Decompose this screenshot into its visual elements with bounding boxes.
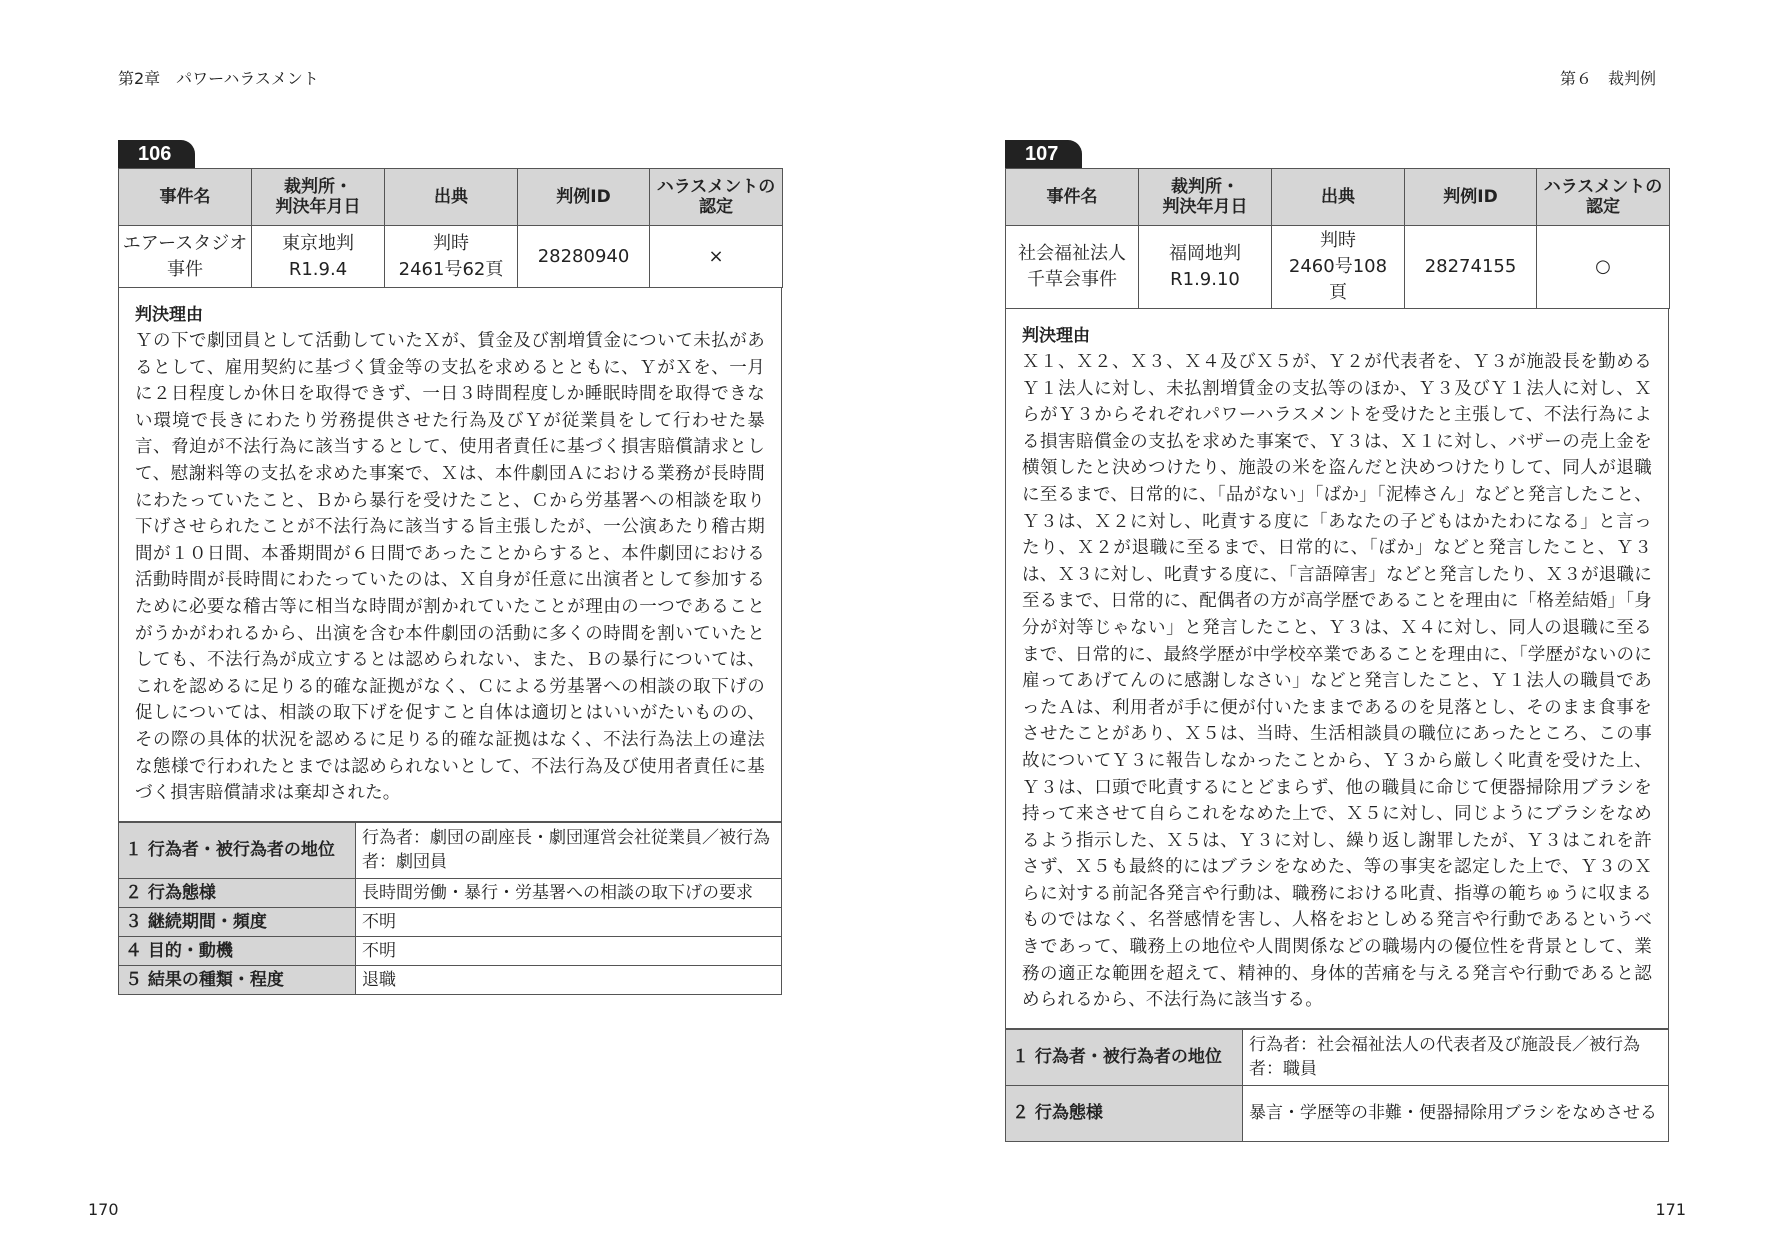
case-number-tab: 107 — [1005, 140, 1082, 168]
attr-key: ２ 行為態様 — [119, 878, 356, 907]
case-106 — [118, 140, 782, 995]
value-case-id: 28280940 — [518, 226, 650, 288]
reason-title: 判決理由 — [1022, 326, 1090, 346]
page-number: 170 — [88, 1200, 119, 1219]
attr-value: 行為者：社会福祉法人の代表者及び施設長／被行為者：職員 — [1243, 1029, 1669, 1085]
attr-key: ５ 結果の種類・程度 — [119, 965, 356, 994]
attr-key: ２ 行為態様 — [1006, 1085, 1243, 1141]
header-harassment-finding: ハラスメントの 認定 — [1537, 169, 1670, 226]
attr-value: 長時間労働・暴行・労基署への相談の取下げの要求 — [356, 878, 782, 907]
attr-key: ４ 目的・動機 — [119, 936, 356, 965]
value-harassment-finding: × — [650, 226, 783, 288]
right-page — [887, 0, 1774, 1242]
reason-text: Ｙの下で劇団員として活動していたＸが、賃金及び割増賃金について未払があるとして、雇用契約に基づく賃金等の支払を求めるとともに、ＹがＸを、一月に２日程度しか休日を取得できず、一日３時間程度しか睡眠時間を取得できない環境で長きにわたり労務提供させた行為及びＹが従業員をして行わせた暴言、脅迫が不法行為に該当するとして、使用者責任に基づく損害賠償請求として、慰謝料等の支払を求めた事案で、Ｘは、本件劇団Ａにおける業務が長時間にわたっていたこと、Ｂから暴行を受けたこと、Ｃから労基署への相談を取り下げさせられたことが不法行為に該当する旨主張したが、一公演あたり稽古期間が１０日間、本番期間が６日間であったことからすると、本件劇団における活動時間が長時間にわたっていたのは、Ｘ自身が任意に出演者として参加するために必要な稽古等に相当な時間が割かれていたことが理由の一つであることがうかがわれるから、出演を含む本件劇団の活動に多くの時間を割いていたとしても、不法行為が成立するとは認められない、また、Ｂの暴行については、これを認めるに足りる的確な証拠がなく、Ｃによる労基署への相談の取下げの促しについては、相談の取下げを促すこと自体は適切とはいいがたいものの、その際の具体的状況を認めるに足りる的確な証拠はなく、不法行為法上の違法な態様で行われたとまでは認められないとして、不法行為及び使用者責任に基づく損害賠償請求は棄却された。 — [135, 331, 765, 804]
running-head: 第６ 裁判例 — [1559, 69, 1656, 88]
reason-title: 判決理由 — [135, 305, 203, 325]
judgment-reason — [118, 288, 782, 822]
attr-key: ３ 継続期間・頻度 — [119, 907, 356, 936]
value-court-date: 東京地判 R1.9.4 — [252, 226, 385, 288]
value-case-id: 28274155 — [1405, 226, 1537, 309]
attr-value: 行為者：劇団の副座長・劇団運営会社従業員／被行為者：劇団員 — [356, 822, 782, 878]
case-number-tab: 106 — [118, 140, 195, 168]
attr-value: 暴言・学歴等の非難・便器掃除用ブラシをなめさせる — [1243, 1085, 1669, 1141]
header-case-name: 事件名 — [1006, 169, 1139, 226]
header-court-date: 裁判所・ 判決年月日 — [252, 169, 385, 226]
header-source: 出典 — [1272, 169, 1405, 226]
case-107 — [1005, 140, 1669, 1142]
header-source: 出典 — [385, 169, 518, 226]
running-head: 第2章 パワーハラスメント — [118, 69, 319, 88]
value-source: 判時 2460号108 頁 — [1272, 226, 1405, 309]
page-number: 171 — [1655, 1200, 1686, 1219]
attr-key: １ 行為者・被行為者の地位 — [119, 822, 356, 878]
value-case-name: エアースタジオ 事件 — [119, 226, 252, 288]
reason-text: Ｘ１、Ｘ２、Ｘ３、Ｘ４及びＸ５が、Ｙ２が代表者を、Ｙ３が施設長を勤めるＹ１法人に対し、未払割増賃金の支払等のほか、Ｙ３及びＹ１法人に対し、ＸらがＹ３からそれぞれパワーハラスメントを受けたと主張して、不法行為による損害賠償金の支払を求めた事案で、Ｙ３は、Ｘ１に対し、バザーの売上金を横領したと決めつけたり、施設の米を盗んだと決めつけたりして、同人が退職に至るまで、日常的に、「品がない」「ばか」「泥棒さん」などと発言したこと、Ｙ３は、Ｘ２に対し、叱責する度に「あなたの子どもはかたわになる」と言ったり、Ｘ２が退職に至るまで、日常的に、「ばか」などと発言したこと、Ｙ３は、Ｘ３に対し、叱責する度に、「言語障害」などと発言したり、Ｘ３が退職に至るまで、日常的に、配偶者の方が高学歴であることを理由に「格差結婚」「身分が対等じゃない」と発言したこと、Ｙ３は、Ｘ４に対し、同人の退職に至るまで、日常的に、最終学歴が中学校卒業であることを理由に、「学歴がないのに雇ってあげてんのに感謝しなさい」などと発言したこと、Ｙ１法人の職員であったＡは、利用者が手に便が付いたままであるのを見落とし、そのまま食事をさせたことがあり、Ｘ５は、当時、生活相談員の職位にあったところ、この事故についてＹ３に報告しなかったことから、Ｙ３から厳しく叱責を受けた上、Ｙ３は、口頭で叱責するにとどまらず、他の職員に命じて便器掃除用ブラシを持って来させて自らこれをなめた上で、Ｘ５に対し、同じようにブラシをなめるよう指示した、Ｘ５は、Ｙ３に対し、繰り返し謝罪したが、Ｙ３はこれを許さず、Ｘ５も最終的にはブラシをなめた、等の事実を認定した上で、Ｙ３のＸらに対する前記各発言や行動は、職務における叱責、指導の範ちゅうに収まるものではなく、名誉感情を害し、人格をおとしめる発言や行動であるというべきであって、職務上の地位や人間関係などの職場内の優位性を背景として、業務の適正な範囲を超えて、精神的、身体的苦痛を与える発言や行動であると認められるから、不法行為に該当する。 — [1022, 352, 1652, 1011]
header-case-id: 判例ID — [518, 169, 650, 226]
attr-value: 不明 — [356, 907, 782, 936]
case-header-table — [1005, 168, 1670, 309]
header-harassment-finding: ハラスメントの 認定 — [650, 169, 783, 226]
value-case-name: 社会福祉法人 千草会事件 — [1006, 226, 1139, 309]
value-source: 判時 2461号62頁 — [385, 226, 518, 288]
value-court-date: 福岡地判 R1.9.10 — [1139, 226, 1272, 309]
header-case-id: 判例ID — [1405, 169, 1537, 226]
attributes-table — [118, 822, 782, 995]
header-case-name: 事件名 — [119, 169, 252, 226]
attr-value: 不明 — [356, 936, 782, 965]
judgment-reason — [1005, 309, 1669, 1029]
header-court-date: 裁判所・ 判決年月日 — [1139, 169, 1272, 226]
attr-key: １ 行為者・被行為者の地位 — [1006, 1029, 1243, 1085]
case-header-table — [118, 168, 783, 288]
attr-value: 退職 — [356, 965, 782, 994]
value-harassment-finding: ○ — [1537, 226, 1670, 309]
attributes-table — [1005, 1029, 1669, 1142]
